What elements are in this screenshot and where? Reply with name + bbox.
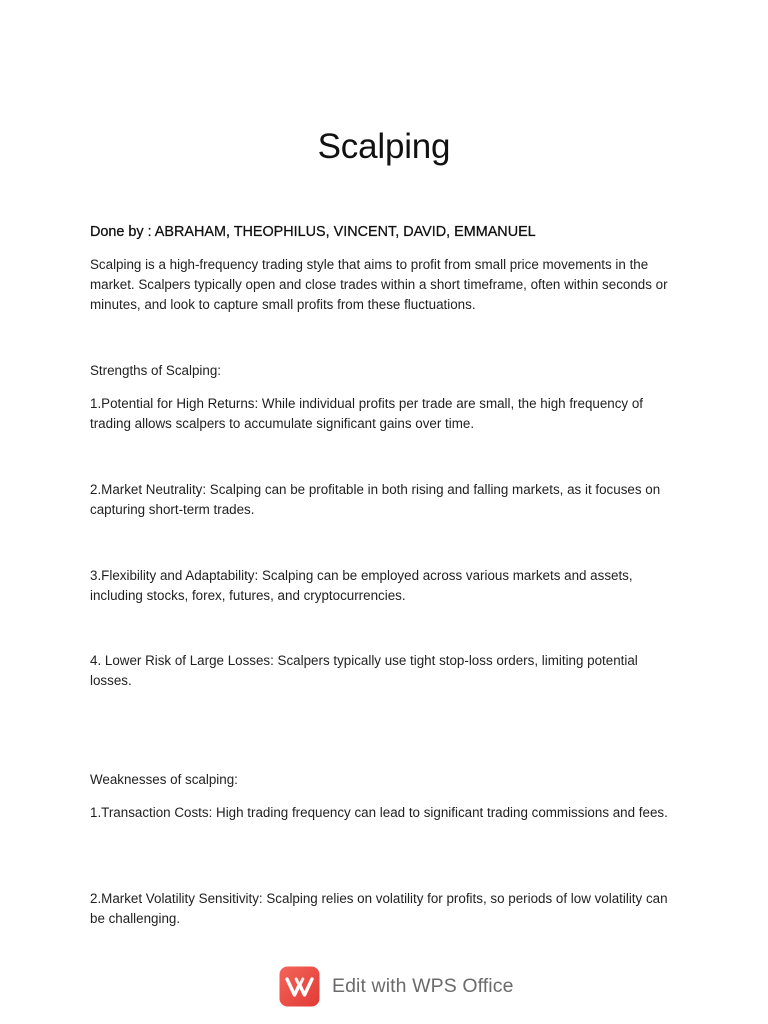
weakness-item: 1.Transaction Costs: High trading frequency can lead to significant trading commissions and fees. [90,805,668,820]
authors-line: Done by : ABRAHAM, THEOPHILUS, VINCENT, DAVID, EMMANUEL [90,224,536,240]
wps-office-logo-icon [279,966,320,1007]
intro-paragraph: Scalping is a high-frequency trading style that aims to profit from small price movements in the market. Scalpers typically open and close trades within a short timeframe, often within seconds or minutes, and look to capture small profits from these fluctuations. [90,257,668,313]
edit-with-wps-banner[interactable] [279,965,514,1007]
strength-item: 4. Lower Risk of Large Losses: Scalpers typically use tight stop-loss orders, limiting potential losses. [90,653,638,689]
strengths-heading: Strengths of Scalping: [90,363,222,378]
weakness-item: 2.Market Volatility Sensitivity: Scalping relies on volatility for profits, so periods of low volatility can be challenging. [90,891,668,927]
edit-with-wps-label[interactable]: Edit with WPS Office [332,975,514,997]
weaknesses-heading: Weaknesses of scalping: [90,772,238,787]
strength-item: 2.Market Neutrality: Scalping can be profitable in both rising and falling markets, as it focuses on capturing short-term trades. [90,482,661,518]
strength-item: 1.Potential for High Returns: While individual profits per trade are small, the high frequency of trading allows scalpers to accumulate significant gains over time. [90,396,644,432]
strength-item: 3.Flexibility and Adaptability: Scalping can be employed across various markets and assets, including stocks, forex, futures, and cryptocurrencies. [90,568,633,604]
document-title: Scalping [317,127,451,166]
